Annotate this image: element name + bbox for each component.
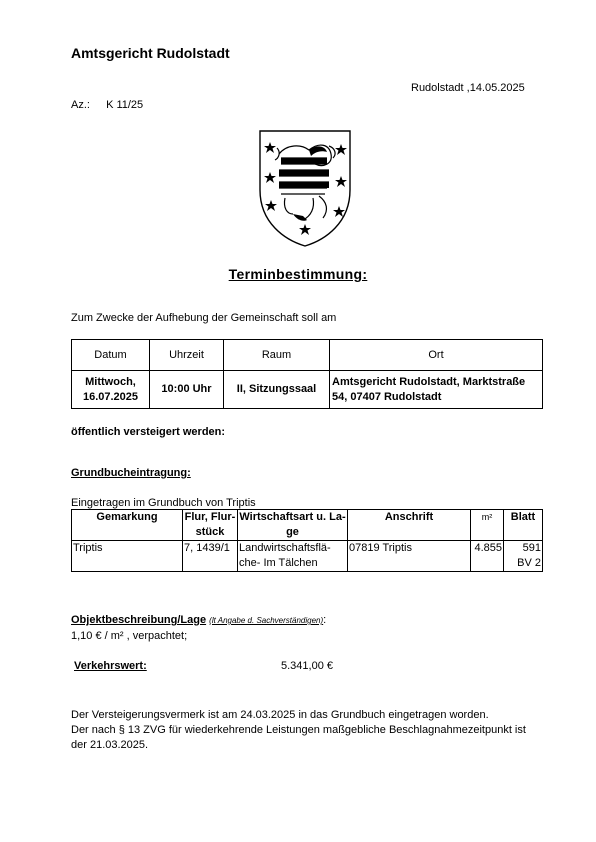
sheet-value: 591 BV 2: [504, 541, 543, 572]
appointment-table: [71, 339, 543, 409]
appointment-date: Mittwoch, 16.07.2025: [72, 371, 150, 409]
usage-value: Landwirtschaftsflä-che- Im Tälchen: [238, 541, 348, 572]
land-register-header-row: [72, 510, 543, 541]
flur-value: 7, 1439/1: [183, 541, 238, 572]
header-usage: Wirtschaftsart u. La-ge: [238, 510, 348, 541]
land-register-table: [71, 509, 543, 572]
appointment-room: II, Sitzungssaal: [224, 371, 330, 409]
object-note: (lt Angabe d. Sachverständigen): [209, 616, 324, 625]
address-value: 07819 Triptis: [348, 541, 471, 572]
header-gemarkung: Gemarkung: [72, 510, 183, 541]
appointment-header-row: [72, 340, 543, 371]
appointment-row: [72, 371, 543, 409]
header-room: Raum: [224, 340, 330, 371]
object-heading: Objektbeschreibung/Lage: [71, 614, 207, 626]
coat-of-arms-icon: [257, 128, 353, 248]
file-number-label: Az.:: [71, 99, 90, 111]
land-register-intro: Eingetragen im Grundbuch von Triptis: [71, 497, 256, 509]
land-register-heading: Grundbucheintragung:: [71, 467, 191, 479]
header-date: Datum: [72, 340, 150, 371]
footer-paragraph-2: Der nach § 13 ZVG für wiederkehrende Leistungen maßgebliche Beschlagnahmezeitpunkt ist der 21.03.2025.: [71, 724, 526, 751]
header-address: Anschrift: [348, 510, 471, 541]
object-description-heading: [71, 614, 326, 626]
header-place: Ort: [330, 340, 543, 371]
object-description-value: 1,10 € / m² , verpachtet;: [71, 630, 188, 642]
land-register-row: [72, 541, 543, 572]
footer-paragraph-1: Der Versteigerungsvermerk ist am 24.03.2025 in das Grundbuch eingetragen worden.: [71, 709, 489, 721]
appointment-time: 10:00 Uhr: [150, 371, 224, 409]
header-sheet: Blatt: [504, 510, 543, 541]
header-time: Uhrzeit: [150, 340, 224, 371]
file-number-value: K 11/25: [106, 99, 144, 111]
object-colon: :: [323, 614, 327, 626]
document-title: Terminbestimmung:: [228, 266, 368, 282]
gemarkung-value: Triptis: [72, 541, 183, 572]
auction-statement: öffentlich versteigert werden:: [71, 426, 226, 438]
file-number: [71, 99, 143, 111]
appointment-place: Amtsgericht Rudolstadt, Marktstraße 54, 07407 Rudolstadt: [330, 371, 543, 409]
market-value: 5.341,00 €: [281, 660, 333, 672]
intro-text: Zum Zwecke der Aufhebung der Gemeinschaft soll am: [71, 312, 337, 324]
place-date: Rudolstadt ,14.05.2025: [411, 82, 525, 94]
area-value: 4.855: [471, 541, 504, 572]
header-area: m²: [471, 510, 504, 541]
market-value-label: Verkehrswert:: [74, 660, 147, 672]
header-flur: Flur, Flur-stück: [183, 510, 238, 541]
court-name: Amtsgericht Rudolstadt: [71, 45, 230, 61]
